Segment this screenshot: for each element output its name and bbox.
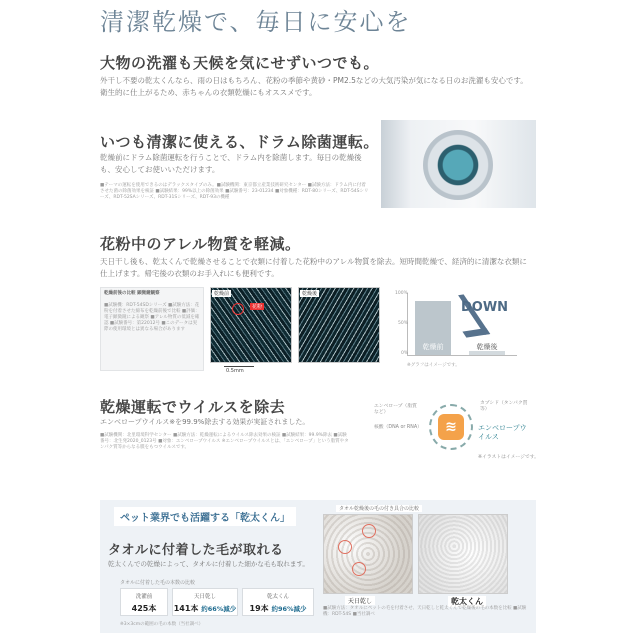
pollen-tag: 花粉 [252,304,263,310]
y-tick-label: 50% [398,321,409,326]
pollen-test-panel [100,287,204,371]
hair-marker-icon [338,540,352,554]
compare-value: 141本 [173,604,199,613]
scale-bar [224,366,254,367]
micrograph-before [210,287,292,363]
section-body-virus: エンベロープウイルス※を99.9%除去する効果が実証されました。 [100,418,310,426]
compare-value: 19本 [249,604,269,613]
pet-section-heading: ペット業界でも活躍する「乾太くん」 [114,507,296,526]
chart-x-axis [407,355,517,356]
towel-label-kanta: 乾太くん [448,596,486,607]
micrograph-before-label: 乾燥前 [214,291,230,297]
section-body-laundry: 外干し不要の乾太くんなら、雨の日はもちろん、花粉の季節や黄砂・PM2.5などの大気汚染が気になる日のお洗濯も安心です。衛生的に仕上がるため、赤ちゃんの衣類乾燥にもオススメです。 [100,76,528,97]
drum-footnotes: ■テーマの運転を使用できるのはデラックスタイプのみ。■試験機関：東京都立産業技術研究センター ■試験方法：ドラム内に付着させた菌の除菌効果を検証 ■試験結果：99%以上の除菌効果 ■試験番号：23-01234 ■対象機種：RDT-80シリーズ、RDT-54Sシリーズ、RDT-52SAシリーズ、RDT-31Sシリーズ、RDT-93の機種 [100,183,369,200]
micrograph-after [298,287,380,363]
virus-icon: ≋ [429,404,473,450]
hair-marker-icon [362,524,376,538]
compare-box-sun [172,588,238,616]
virus-name-label: エンベロープウイルス [478,424,527,441]
scale-label: 0.5mm [226,368,244,374]
compare-footnote: ※3×3cmの範囲の毛の本数（当社調べ） [120,622,204,627]
pollen-panel-text: ■試験機：RDT-54SDシリーズ ■試験方法：花粉を付着させた綿布を乾燥前後で比較 ■評価：電子顕微鏡による観察 ■アレル物質の低減を確認 ■試験番号：第22012号 ■このデータは実際の使用環境とは異なる場合があります [104,303,200,332]
compare-value: 425本 [131,604,157,613]
chart-annotation: DOWN [461,300,509,315]
compare-label: 洗濯前 [135,594,153,600]
compare-label: 天日乾し [193,594,216,600]
section-title-drum: いつも清潔に使える、ドラム除菌運転。 [100,133,379,151]
section-body-towel: 乾太くんでの乾燥によって、タオルに付着した細かな毛も取れます。 [108,560,309,568]
drum-photo [381,120,536,208]
hair-marker-icon [352,562,366,576]
section-title-towel: タオルに付着した毛が取れる [108,543,284,558]
section-title-virus: 乾燥運転でウイルスを除去 [100,398,286,416]
chart-footnote: ※グラフはイメージです。 [407,363,460,368]
compare-reduction: 約96%減少 [271,605,307,613]
pollen-panel-title: 乾燥前後の比較 顕微鏡観察 [104,291,160,296]
compare-title: タオルに付着した毛の本数の比較 [120,580,196,586]
compare-reduction: 約66%減少 [201,605,237,613]
bar-category-label: 乾燥前 [422,343,444,351]
pollen-marker-icon [232,303,244,315]
virus-capsid-label: カプシド（タンパク質等） [480,401,528,412]
micrograph-after-label: 乾燥後 [302,291,318,297]
towel-caption: タオル乾燥後の毛の付き具合の比較 [336,505,422,512]
virus-image-note: ※イラストはイメージです。 [478,455,539,460]
compare-label: 乾太くん [266,594,289,600]
virus-genome-label: 核酸（DNA or RNA） [374,425,422,430]
towel-label-sun: 天日乾し [345,596,375,605]
towel-photo-kanta [418,514,508,594]
hero-title: 清潔乾燥で、毎日に安心を [100,8,412,36]
bar-category-label: 乾燥後 [476,343,498,351]
drum-icon [423,130,493,200]
section-title-pollen: 花粉中のアレル物質を軽減。 [100,235,301,253]
towel-footnotes: ■試験方法：タオルにペットの毛を付着させ、天日乾しと乾太くんで乾燥後の毛の本数を比較 ■試験機：RDT-54S ■当社調べ [323,606,527,617]
y-tick-label: 0% [401,351,409,356]
compare-box-before [120,588,168,616]
y-tick-label: 100% [395,291,408,296]
section-body-drum: 乾燥前にドラム除菌運転を行うことで、ドラム内を除菌します。毎日の乾燥後も、安心してお使いいただけます。 [100,153,362,174]
virus-footnotes: ■試験機関：北里環境科学センター ■試験方法：乾燥運転によるウイルス除去効果の検証 ■試験結果：99.9%除去 ■試験番号：北生発2020_0123号 ■対象：エンベロープウイルス ※エンベロープウイルスとは、「エンベロープ」という脂質やタンパク質等からなる膜をもつウイルスです。 [100,433,349,450]
section-body-pollen: 天日干し後も、乾太くんで乾燥させることで衣類に付着した花粉中のアレル物質を除去。短時間乾燥で、経済的に清潔な衣類に仕上げます。帰宅後の衣類のお手入れにも便利です。 [100,257,527,278]
compare-box-kanta [242,588,314,616]
virus-envelope-label: エンベロープ（脂質など） [374,404,417,415]
section-title-laundry: 大物の洗濯も天候を気にせずいつでも。 [100,54,380,72]
